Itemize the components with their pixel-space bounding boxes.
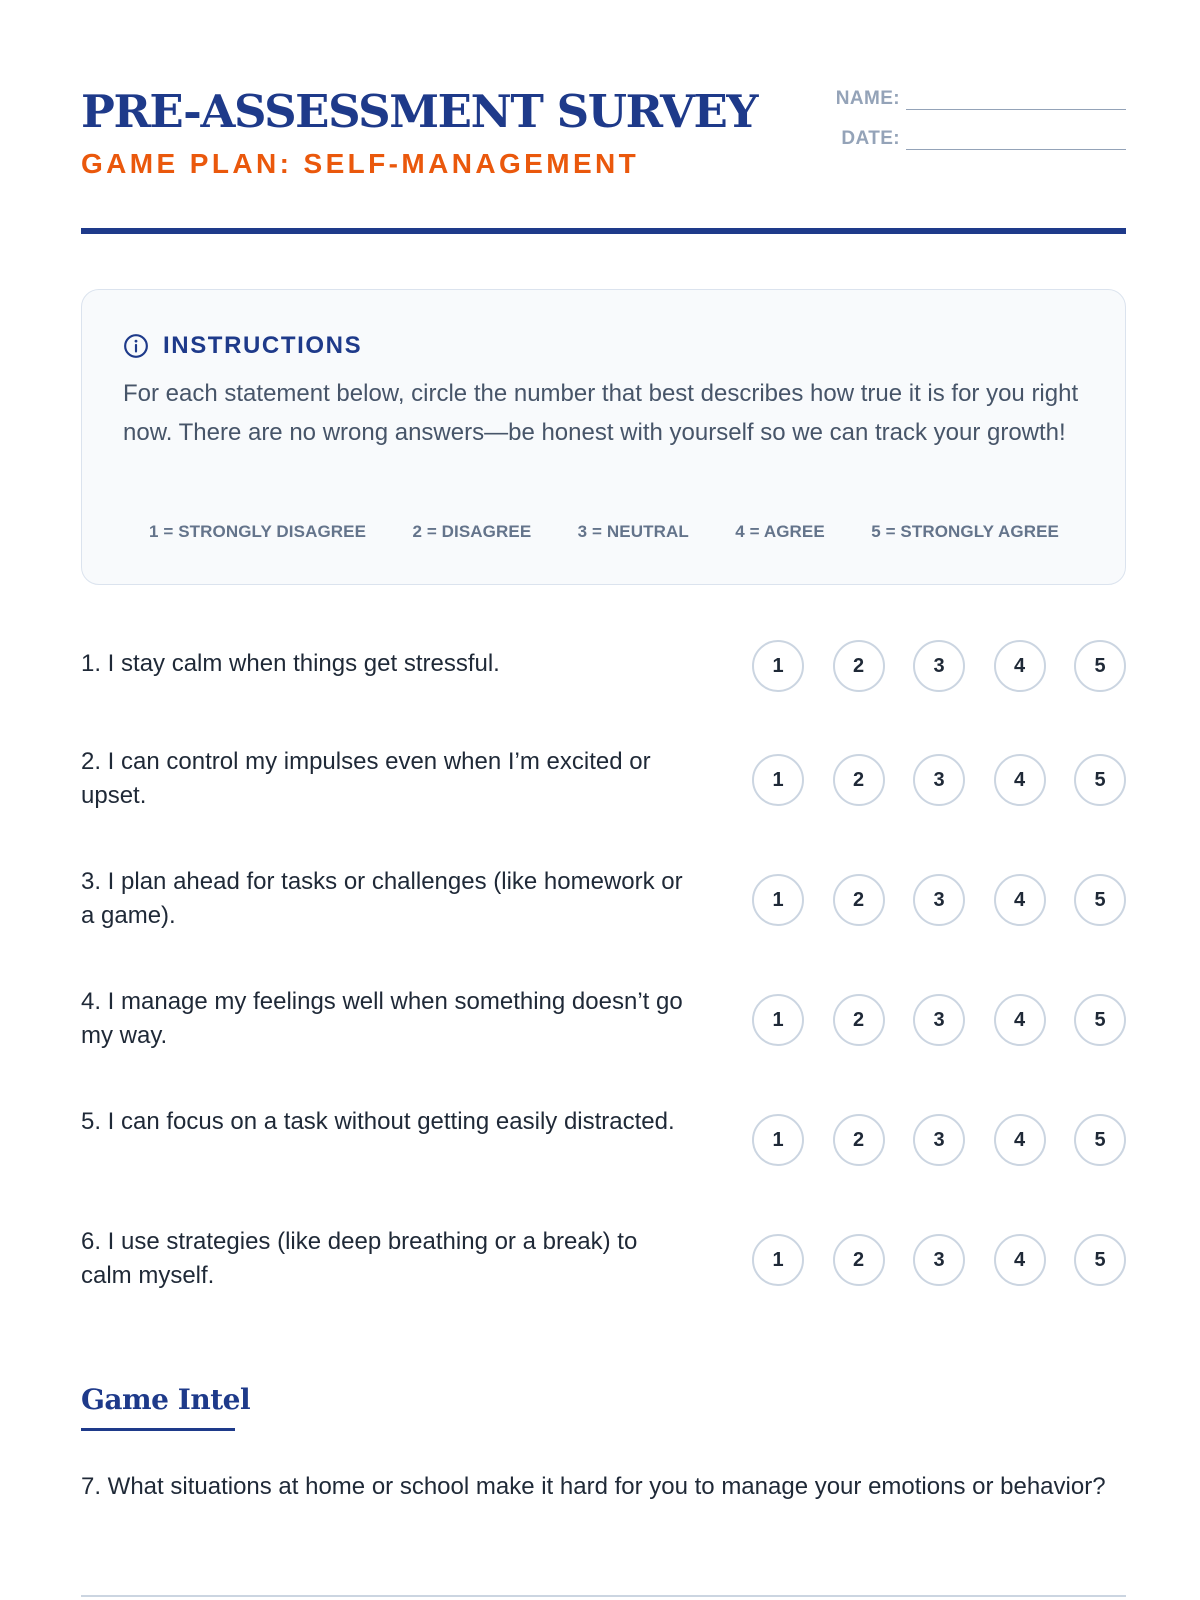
- page-title: PRE-ASSESSMENT SURVEY: [81, 85, 758, 138]
- answer-line[interactable]: [81, 1595, 1126, 1597]
- rating-bubble[interactable]: 4: [994, 1114, 1046, 1166]
- rating-bubble[interactable]: 2: [833, 754, 885, 806]
- rating-scale-legend: [149, 522, 1059, 542]
- section-underline: [81, 1428, 235, 1431]
- rating-options: [752, 1114, 1126, 1166]
- name-row: [836, 82, 1126, 110]
- rating-bubble[interactable]: 3: [913, 640, 965, 692]
- date-row: [841, 122, 1126, 150]
- rating-bubble[interactable]: 4: [994, 754, 1046, 806]
- scale-label: 2 = DISAGREE: [412, 522, 532, 541]
- question-text: 1. I stay calm when things get stressful.: [81, 650, 500, 677]
- name-field[interactable]: [906, 92, 1126, 110]
- rating-bubble[interactable]: 4: [994, 640, 1046, 692]
- rating-options: [752, 994, 1126, 1046]
- rating-bubble[interactable]: 5: [1074, 1114, 1126, 1166]
- rating-bubble[interactable]: 5: [1074, 640, 1126, 692]
- rating-bubble[interactable]: 2: [833, 1114, 885, 1166]
- date-field[interactable]: [906, 132, 1126, 150]
- rating-bubble[interactable]: 1: [752, 994, 804, 1046]
- date-label: DATE:: [841, 128, 900, 149]
- rating-bubble[interactable]: 1: [752, 1114, 804, 1166]
- rating-options: [752, 640, 1126, 692]
- question-text: 3. I plan ahead for tasks or challenges (like homework or a game).: [81, 868, 683, 929]
- rating-options: [752, 1234, 1126, 1286]
- name-label: NAME:: [835, 88, 900, 109]
- rating-bubble[interactable]: 3: [913, 754, 965, 806]
- info-icon: [123, 333, 149, 359]
- rating-bubble[interactable]: 1: [752, 640, 804, 692]
- rating-bubble[interactable]: 3: [913, 994, 965, 1046]
- scale-label: 5 = STRONGLY AGREE: [871, 522, 1059, 541]
- rating-bubble[interactable]: 2: [833, 640, 885, 692]
- rating-bubble[interactable]: 5: [1074, 754, 1126, 806]
- rating-bubble[interactable]: 5: [1074, 1234, 1126, 1286]
- page-subtitle: GAME PLAN: SELF-MANAGEMENT: [81, 148, 640, 179]
- rating-bubble[interactable]: 5: [1074, 874, 1126, 926]
- rating-bubble[interactable]: 4: [994, 994, 1046, 1046]
- question-text: 2. I can control my impulses even when I’m excited or upset.: [81, 748, 651, 809]
- rating-bubble[interactable]: 2: [833, 1234, 885, 1286]
- rating-bubble[interactable]: 3: [913, 1234, 965, 1286]
- rating-bubble[interactable]: 1: [752, 874, 804, 926]
- instructions-title: INSTRUCTIONS: [163, 332, 363, 359]
- scale-label: 4 = AGREE: [735, 522, 825, 541]
- section-title: Game Intel: [81, 1383, 251, 1416]
- header-divider: [81, 228, 1126, 234]
- rating-bubble[interactable]: 5: [1074, 994, 1126, 1046]
- survey-page: [81, 0, 1126, 1600]
- scale-label: 3 = NEUTRAL: [577, 522, 689, 541]
- instructions-text: For each statement below, circle the number that best describes how true it is for you right now. There are no wrong answers—be honest with yourself so we can track your growth!: [123, 380, 1079, 446]
- rating-options: [752, 754, 1126, 806]
- header: [81, 82, 1126, 182]
- question-text: 6. I use strategies (like deep breathing or a break) to calm myself.: [81, 1228, 638, 1289]
- question-text: 4. I manage my feelings well when something doesn’t go my way.: [81, 988, 683, 1049]
- scale-label: 1 = STRONGLY DISAGREE: [149, 522, 367, 541]
- instructions-heading: [123, 332, 362, 360]
- rating-bubble[interactable]: 2: [833, 874, 885, 926]
- rating-bubble[interactable]: 2: [833, 994, 885, 1046]
- open-question-text: 7. What situations at home or school make it hard for you to manage your emotions or behavior?: [81, 1473, 1106, 1500]
- rating-bubble[interactable]: 3: [913, 874, 965, 926]
- instructions-box: [81, 289, 1126, 585]
- rating-options: [752, 874, 1126, 926]
- rating-bubble[interactable]: 1: [752, 1234, 804, 1286]
- question-text: 5. I can focus on a task without getting easily distracted.: [81, 1108, 675, 1135]
- rating-bubble[interactable]: 4: [994, 1234, 1046, 1286]
- rating-bubble[interactable]: 3: [913, 1114, 965, 1166]
- rating-bubble[interactable]: 1: [752, 754, 804, 806]
- rating-bubble[interactable]: 4: [994, 874, 1046, 926]
